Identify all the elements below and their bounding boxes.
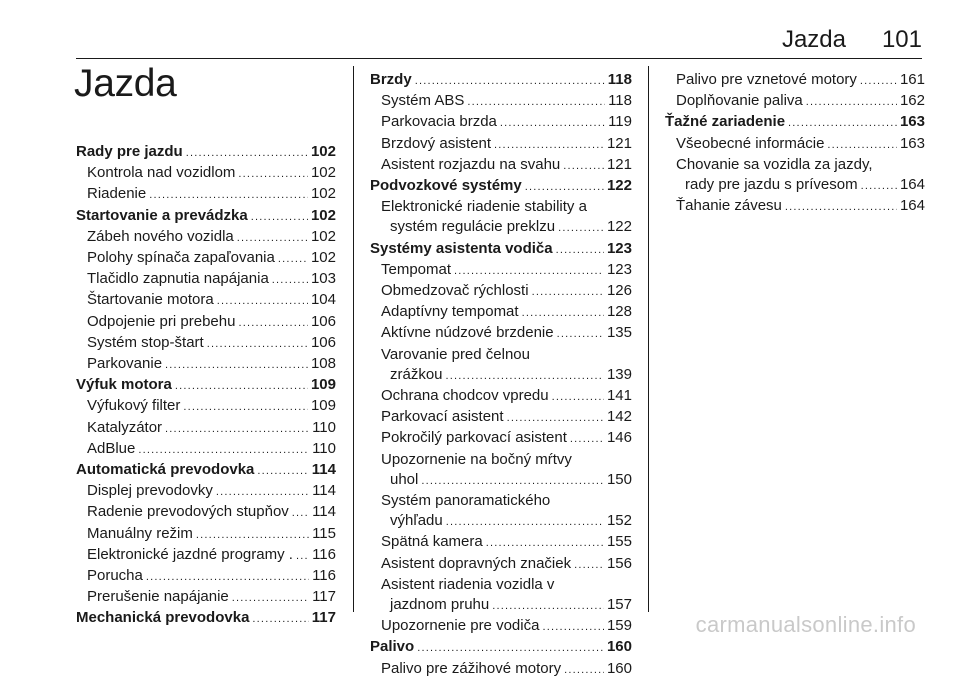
toc-page-number: 108 (310, 355, 336, 373)
toc-entry[interactable] (370, 428, 632, 449)
dot-leader (525, 177, 604, 197)
dot-leader (827, 135, 897, 155)
toc-entry-label: Porucha (87, 567, 143, 585)
toc-entry-label: Startovanie a prevádzka (76, 206, 248, 224)
dot-leader (557, 324, 604, 344)
toc-entry[interactable] (665, 91, 925, 112)
toc-section-entry[interactable] (76, 375, 336, 396)
toc-entry[interactable] (370, 659, 632, 680)
toc-entry-label: Asistent riadenia vozidla v (381, 575, 555, 593)
toc-entry-label: Tempomat (381, 260, 452, 278)
toc-entry[interactable] (76, 566, 336, 587)
dot-leader (542, 617, 604, 637)
toc-entry-label: Výfukový filter (87, 397, 181, 415)
toc-page-number: 139 (606, 365, 632, 383)
toc-page-number: 142 (606, 408, 632, 426)
toc-page-number: 102 (310, 249, 336, 267)
toc-entry[interactable] (76, 269, 336, 290)
dot-leader (860, 71, 897, 91)
toc-entry[interactable] (370, 91, 632, 112)
toc-entry[interactable] (665, 70, 925, 91)
toc-page-number: 164 (899, 197, 925, 215)
toc-entry-label: Mechanická prevodovka (76, 609, 250, 627)
toc-entry-label: Elektronické jazdné programy . (87, 545, 293, 563)
dot-leader (556, 240, 604, 260)
toc-entry[interactable] (370, 450, 632, 491)
toc-page-number: 159 (606, 617, 632, 635)
toc-entry-label: Brzdový asistent (381, 134, 492, 152)
toc-entry-label-cont: výhľadu (390, 512, 443, 530)
toc-page-number: 146 (606, 429, 632, 447)
dot-leader (146, 567, 309, 587)
toc-page-number: 155 (606, 533, 632, 551)
toc-page-number: 106 (310, 333, 336, 351)
toc-entry-label: Spätná kamera (381, 533, 483, 551)
dot-leader (564, 660, 604, 680)
toc-entry-label: Parkovanie (87, 355, 163, 373)
dot-leader (186, 143, 308, 163)
toc-entry[interactable] (76, 290, 336, 311)
toc-page-number: 102 (310, 143, 336, 160)
toc-page-number: 160 (606, 659, 632, 677)
toc-page-number: 102 (310, 164, 336, 182)
toc-entry-label: Výfuk motora (76, 376, 172, 394)
toc-page-number: 102 (310, 185, 336, 203)
toc-page-number: 160 (606, 638, 632, 656)
toc-entry-label: Elektronické riadenie stability a (381, 198, 587, 216)
toc-entry[interactable] (370, 155, 632, 176)
toc-entry-label: Asistent dopravných značiek (381, 554, 572, 572)
toc-column-2 (370, 70, 632, 680)
toc-entry-label: Aktívne núdzové brzdenie (381, 324, 554, 342)
toc-section-entry[interactable] (665, 112, 925, 133)
toc-page-number: 117 (312, 588, 336, 606)
dot-leader (165, 419, 309, 439)
toc-page-number: 150 (606, 470, 632, 488)
toc-entry[interactable] (665, 196, 925, 217)
toc-entry-continuation (381, 217, 632, 238)
toc-entry-label: Brzdy (370, 71, 412, 88)
toc-page-number: 109 (310, 376, 336, 394)
toc-page-number: 128 (606, 303, 632, 321)
dot-leader (492, 596, 604, 616)
watermark: carmanualsonline.info (695, 612, 916, 637)
toc-entry-label-cont: uhol (390, 470, 419, 488)
toc-entry[interactable] (76, 227, 336, 248)
toc-entry-label: AdBlue (87, 439, 136, 457)
dot-leader (207, 334, 308, 354)
toc-entry[interactable] (370, 575, 632, 616)
toc-entry-label: Upozornenie pre vodiča (381, 617, 540, 635)
toc-entry-label: Systémy asistenta vodiča (370, 239, 553, 257)
toc-entry[interactable] (370, 302, 632, 323)
toc-entry-label: Varovanie pred čelnou (381, 345, 530, 363)
toc-entry-label: Parkovací asistent (381, 408, 504, 426)
toc-entry-label: Systém stop-štart (87, 333, 204, 351)
dot-leader (217, 291, 308, 311)
toc-page-number: 103 (310, 270, 336, 288)
toc-page-number: 121 (606, 134, 632, 152)
dot-leader (532, 282, 604, 302)
toc-page-number: 116 (312, 545, 336, 563)
toc-page-number: 163 (899, 134, 925, 152)
toc-entry-label: Upozornenie na bočný mŕtvy (381, 450, 572, 468)
dot-leader (272, 270, 308, 290)
toc-entry-label: Ťahanie závesu (676, 197, 782, 215)
dot-leader (138, 440, 309, 460)
toc-entry-label: Ochrana chodcov vpredu (381, 387, 549, 405)
toc-entry[interactable] (76, 545, 336, 566)
toc-section-entry[interactable] (76, 460, 336, 481)
toc-entry[interactable] (76, 439, 336, 460)
toc-entry-label-cont: systém regulácie preklzu (390, 218, 556, 236)
toc-entry[interactable] (370, 554, 632, 575)
dot-leader (494, 135, 604, 155)
dot-leader (175, 376, 308, 396)
dot-leader (421, 471, 604, 491)
dot-leader (467, 92, 605, 112)
toc-entry[interactable] (665, 134, 925, 155)
toc-entry[interactable] (76, 418, 336, 439)
toc-entry-label: Palivo pre vznetové motory (676, 71, 857, 88)
toc-entry-label: Palivo pre zážihové motory (381, 659, 562, 677)
toc-entry-label: Riadenie (87, 185, 147, 203)
toc-section-entry[interactable] (370, 637, 632, 658)
toc-entry-label: Ťažné zariadenie (665, 113, 786, 131)
dot-leader (454, 261, 604, 281)
toc-entry-label: Polohy spínača zapaľovania (87, 249, 275, 267)
toc-entry-label: Adaptívny tempomat (381, 303, 519, 321)
toc-entry-label: Odpojenie pri prebehu (87, 312, 236, 330)
toc-page-number: 118 (607, 71, 632, 88)
toc-page-number: 117 (311, 609, 336, 627)
toc-page-number: 119 (608, 113, 632, 131)
toc-page-number: 122 (606, 177, 632, 195)
toc-entry[interactable] (76, 502, 336, 523)
header-rule (76, 58, 922, 59)
toc-entry[interactable] (76, 354, 336, 375)
toc-entry-continuation (381, 511, 632, 532)
toc-entry[interactable] (76, 524, 336, 545)
toc-entry-label: Kontrola nad vozidlom (87, 164, 236, 182)
dot-leader (563, 156, 604, 176)
toc-entry-continuation (381, 365, 632, 386)
toc-entry-label: Radenie prevodových stupňov (87, 503, 289, 521)
dot-leader (257, 461, 308, 481)
dot-leader (785, 197, 897, 217)
toc-entry[interactable] (370, 134, 632, 155)
toc-page-number: 102 (310, 227, 336, 245)
dot-leader (252, 609, 308, 629)
toc-entry[interactable] (370, 281, 632, 302)
toc-entry-label: Podvozkové systémy (370, 177, 522, 195)
toc-page-number: 163 (899, 113, 925, 131)
toc-entry[interactable] (370, 532, 632, 553)
toc-entry[interactable] (76, 163, 336, 184)
toc-entry-label: Palivo (370, 638, 415, 656)
toc-entry-label: Obmedzovač rýchlosti (381, 282, 529, 300)
toc-page-number: 106 (310, 312, 336, 330)
toc-page-number: 110 (312, 439, 336, 457)
toc-entry-label: Asistent rozjazdu na svahu (381, 155, 561, 173)
toc-entry[interactable] (370, 616, 632, 637)
dot-leader (296, 546, 309, 566)
toc-page-number: 164 (899, 176, 925, 194)
dot-leader (558, 218, 604, 238)
dot-leader (238, 164, 308, 184)
toc-page-number: 161 (899, 71, 925, 88)
toc-page-number: 114 (311, 461, 336, 479)
dot-leader (237, 228, 308, 248)
toc-page-number: 123 (606, 260, 632, 278)
toc-entry-label: Systém panoramatického (381, 492, 551, 510)
toc-entry[interactable] (370, 345, 632, 386)
toc-entry-label: Rady pre jazdu (76, 143, 183, 160)
toc-entry-label: Tlačidlo zapnutia napájania (87, 270, 269, 288)
toc-section-entry[interactable] (370, 176, 632, 197)
toc-entry[interactable] (370, 323, 632, 344)
dot-leader (183, 397, 308, 417)
dot-leader (446, 512, 604, 532)
toc-entry-label-cont: jazdnom pruhu (390, 596, 490, 614)
toc-entry[interactable] (76, 312, 336, 333)
column-divider-1 (353, 66, 354, 612)
toc-entry[interactable] (370, 197, 632, 238)
toc-entry-label: Doplňovanie paliva (676, 92, 803, 110)
toc-page-number: 157 (606, 596, 632, 614)
toc-entry[interactable] (665, 155, 925, 196)
toc-page-number: 122 (606, 218, 632, 236)
toc-column-1 (76, 142, 336, 630)
toc-page-number: 162 (899, 92, 925, 110)
toc-entry-continuation (676, 175, 925, 196)
dot-leader (278, 249, 308, 269)
dot-leader (196, 525, 309, 545)
toc-section-entry[interactable] (76, 142, 336, 163)
toc-page-number: 135 (606, 324, 632, 342)
toc-section-entry[interactable] (76, 206, 336, 227)
toc-page-number: 152 (606, 512, 632, 530)
toc-entry[interactable] (370, 491, 632, 532)
toc-entry-label: Všeobecné informácie (676, 134, 825, 152)
toc-column-3 (665, 70, 925, 217)
dot-leader (788, 113, 897, 133)
dot-leader (552, 387, 604, 407)
toc-entry-label: Prerušenie napájanie (87, 588, 229, 606)
dot-leader (238, 313, 308, 333)
toc-entry-label-cont: rady pre jazdu s prívesom (685, 176, 858, 194)
dot-leader (216, 482, 309, 502)
toc-page-number: 141 (606, 387, 632, 405)
dot-leader (232, 588, 309, 608)
toc-page-number: 123 (606, 239, 632, 257)
toc-page-number: 102 (310, 206, 336, 224)
dot-leader (570, 429, 604, 449)
dot-leader (486, 533, 604, 553)
toc-entry[interactable] (76, 481, 336, 502)
toc-entry-label: Parkovacia brzda (381, 113, 497, 131)
dot-leader (292, 503, 309, 523)
toc-section-entry[interactable] (76, 608, 336, 629)
toc-entry-continuation (381, 595, 632, 616)
toc-entry[interactable] (76, 396, 336, 417)
toc-page-number: 116 (312, 567, 336, 585)
toc-entry-label: Zábeh nového vozidla (87, 227, 234, 245)
toc-page-number: 114 (312, 503, 336, 521)
dot-leader (500, 113, 605, 133)
toc-page-number: 109 (310, 397, 336, 415)
toc-entry-label-cont: zrážkou (390, 365, 443, 383)
header-page-number: 101 (881, 26, 922, 53)
dot-leader (861, 176, 897, 196)
toc-section-entry[interactable] (370, 239, 632, 260)
toc-page-number: 126 (606, 282, 632, 300)
toc-entry-label: Automatická prevodovka (76, 461, 255, 479)
dot-leader (415, 71, 605, 91)
toc-entry[interactable] (370, 260, 632, 281)
header-section-title: Jazda (781, 26, 846, 53)
toc-entry[interactable] (370, 386, 632, 407)
toc-entry-label: Displej prevodovky (87, 482, 213, 500)
dot-leader (149, 185, 308, 205)
toc-entry[interactable] (76, 248, 336, 269)
dot-leader (507, 408, 604, 428)
toc-page-number: 121 (606, 155, 632, 173)
toc-entry-label: Pokročilý parkovací asistent (381, 429, 567, 447)
toc-entry-label: Chovanie sa vozidla za jazdy, (676, 155, 873, 173)
running-header (0, 26, 960, 56)
toc-entry[interactable] (76, 333, 336, 354)
toc-page-number: 118 (608, 92, 632, 110)
toc-entry[interactable] (370, 112, 632, 133)
dot-leader (574, 555, 604, 575)
toc-entry[interactable] (76, 184, 336, 205)
toc-entry-continuation (381, 470, 632, 491)
toc-entry-label: Systém ABS (381, 92, 465, 110)
toc-section-entry[interactable] (370, 70, 632, 91)
toc-entry[interactable] (76, 587, 336, 608)
dot-leader (522, 303, 604, 323)
dot-leader (446, 366, 604, 386)
toc-page-number: 114 (312, 482, 336, 500)
dot-leader (806, 92, 897, 112)
dot-leader (251, 207, 308, 227)
column-divider-2 (648, 66, 649, 612)
toc-page-number: 156 (606, 554, 632, 572)
toc-entry-label: Štartovanie motora (87, 291, 214, 309)
toc-entry-label: Katalyzátor (87, 418, 163, 436)
page-title: Jazda (74, 62, 177, 105)
toc-page-number: 110 (312, 418, 336, 436)
toc-page-number: 104 (310, 291, 336, 309)
toc-entry-label: Manuálny režim (87, 524, 193, 542)
dot-leader (165, 355, 308, 375)
toc-page-number: 115 (312, 524, 336, 542)
toc-entry[interactable] (370, 407, 632, 428)
